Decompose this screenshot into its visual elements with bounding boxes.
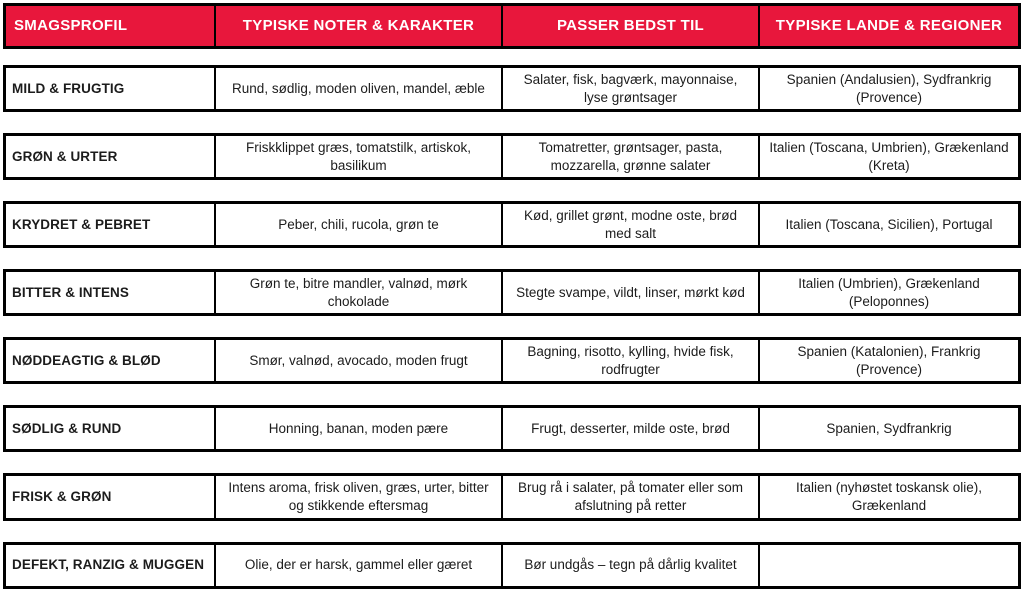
row-pairings-cell: Stegte svampe, vildt, linser, mørkt kød bbox=[503, 272, 760, 313]
table-row bbox=[3, 269, 1021, 316]
row-profile-label: DEFEKT, RANZIG & MUGGEN bbox=[6, 545, 216, 586]
table-row bbox=[3, 473, 1021, 520]
row-regions-cell: Spanien, Sydfrankrig bbox=[826, 421, 952, 437]
column-header-passer-bedst-til: PASSER BEDST TIL bbox=[503, 6, 760, 46]
column-header-noter-karakter: TYPISKE NOTER & KARAKTER bbox=[216, 6, 503, 46]
row-notes-cell: Olie, der er harsk, gammel eller gæret bbox=[216, 545, 503, 586]
row-pairings-cell: Salater, fisk, bagværk, mayonnaise, lyse grøntsager bbox=[503, 68, 760, 109]
table-body bbox=[3, 65, 1021, 589]
row-pairings-cell: Brug rå i salater, på tomater eller som afslutning på retter bbox=[503, 476, 760, 517]
row-pairings-cell: Kød, grillet grønt, modne oste, brød med salt bbox=[503, 204, 760, 245]
table-header-row bbox=[3, 3, 1021, 49]
row-regions-cell: Spanien (Andalusien), Sydfrankrig (Provence) bbox=[786, 72, 992, 105]
row-profile-label: KRYDRET & PEBRET bbox=[6, 204, 216, 245]
row-pairings-cell: Bagning, risotto, kylling, hvide fisk, rodfrugter bbox=[503, 340, 760, 381]
row-regions-cell: Italien (Umbrien), Grækenland (Peloponnes) bbox=[798, 276, 980, 309]
row-regions-cell: Italien (nyhøstet toskansk olie), Grækenland bbox=[795, 480, 983, 514]
row-notes-cell: Rund, sødlig, moden oliven, mandel, æble bbox=[216, 68, 503, 109]
row-notes-cell: Smør, valnød, avocado, moden frugt bbox=[216, 340, 503, 381]
table-row bbox=[3, 201, 1021, 248]
row-regions-cell: Spanien (Katalonien), Frankrig (Provence) bbox=[797, 344, 981, 377]
taste-profile-table bbox=[3, 3, 1021, 589]
row-profile-label: FRISK & GRØN bbox=[6, 476, 216, 517]
row-notes-cell: Friskklippet græs, tomatstilk, artiskok, basilikum bbox=[216, 136, 503, 177]
row-profile-label: GRØN & URTER bbox=[6, 136, 216, 177]
row-pairings-cell: Tomatretter, grøntsager, pasta, mozzarella, grønne salater bbox=[503, 136, 760, 177]
row-notes-cell: Honning, banan, moden pære bbox=[216, 408, 503, 449]
row-pairings-cell: Bør undgås – tegn på dårlig kvalitet bbox=[503, 545, 760, 586]
table-row bbox=[3, 542, 1021, 589]
table-row bbox=[3, 337, 1021, 384]
table-row bbox=[3, 405, 1021, 452]
row-profile-label: SØDLIG & RUND bbox=[6, 408, 216, 449]
table-row bbox=[3, 65, 1021, 112]
row-notes-cell: Peber, chili, rucola, grøn te bbox=[216, 204, 503, 245]
row-profile-label: MILD & FRUGTIG bbox=[6, 68, 216, 109]
row-profile-label: BITTER & INTENS bbox=[6, 272, 216, 313]
row-regions-cell bbox=[760, 545, 1018, 586]
row-regions-cell: Italien (Toscana, Sicilien), Portugal bbox=[785, 216, 993, 232]
column-header-smagsprofil: SMAGSPROFIL bbox=[6, 6, 216, 46]
row-notes-cell: Grøn te, bitre mandler, valnød, mørk chokolade bbox=[216, 272, 503, 313]
table-row bbox=[3, 133, 1021, 180]
row-regions-cell: Italien (Toscana, Umbrien), Grækenland (Kreta) bbox=[769, 140, 1009, 173]
column-header-lande-regioner: TYPISKE LANDE & REGIONER bbox=[775, 16, 1003, 34]
row-pairings-cell: Frugt, desserter, milde oste, brød bbox=[503, 408, 760, 449]
row-notes-cell: Intens aroma, frisk oliven, græs, urter, bitter og stikkende eftersmag bbox=[216, 476, 503, 517]
row-profile-label: NØDDEAGTIG & BLØD bbox=[6, 340, 216, 381]
